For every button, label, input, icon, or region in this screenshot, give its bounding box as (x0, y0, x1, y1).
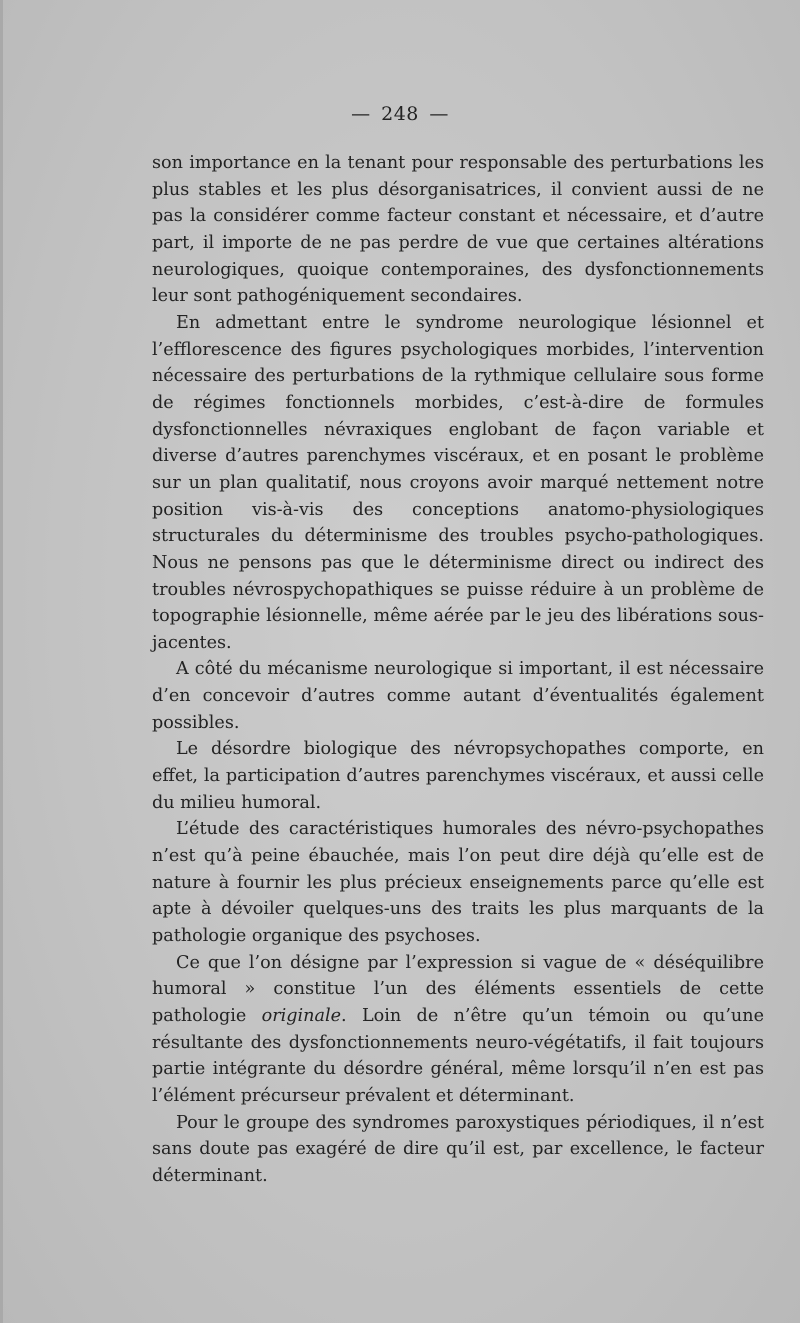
page-number: — 248 — (351, 103, 449, 125)
paragraph-5: L’étude des caractéristiques humorales des névro-psychopathes n’est qu’à peine ébauchée, mais l’on peut dire déjà qu’elle est de nature à fournir les plus précieux enseignements parce qu’elle est apte à dévoiler quelques-uns des traits les plus marquants de la pathologie organique des psychoses. (152, 819, 764, 947)
paragraph-6: Ce que l’on désigne par l’expression si vague de « déséquilibre humoral » constitue l’un des éléments essentiels de cette pathologie originale. Loin de n’être qu’un témoin ou qu’une résultante des dysfonctionnements neuro-végétatifs, il fait toujours partie intégrante du désordre général, même lorsqu’il n’en est pas l’élément précurseur prévalent et déterminant. (152, 952, 764, 1106)
left-page-edge (0, 0, 3, 1323)
paragraph-2: En admettant entre le syndrome neurologique lésionnel et l’efflorescence des figures psychologiques morbides, l’intervention nécessaire des perturbations de la rythmique cellulaire sous forme de régimes fonctionnels morbides, c’est-à-dire de formules dysfonctionnelles névraxiques englobant de façon variable et diverse d’autres parenchymes viscéraux, et en posant le problème sur un plan qualitatif, nous croyons avoir marqué nettement notre position vis-à-vis des conceptions anatomo-physiologiques structurales du déterminisme des troubles psycho-pathologiques. Nous ne pensons pas que le déterminisme direct ou indirect des troubles névrospychopathiques se puisse réduire à un problème de topographie lésionnelle, même aérée par le jeu des libérations sous-jacentes. (152, 312, 764, 653)
paragraph-1: son importance en la tenant pour responsable des perturbations les plus stables et les plus désorganisatrices, il convient aussi de ne pas la considérer comme facteur constant et nécessaire, et d’autre part, il importe de ne pas perdre de vue que certaines altérations neurologiques, quoique contemporaines, des dysfonctionnements leur sont pathogéniquement secondaires. (152, 153, 764, 307)
paragraph-3: A côté du mécanisme neurologique si important, il est nécessaire d’en concevoir d’autres comme autant d’éventualités également possibles. (152, 659, 764, 733)
paragraph-7: Pour le groupe des syndromes paroxystiques périodiques, il n’est sans doute pas exagéré de dire qu’il est, par excellence, le facteur déterminant. (152, 1112, 764, 1186)
body-text (152, 150, 764, 1190)
paragraph-4: Le désordre biologique des névropsychopathes comporte, en effet, la participation d’autres parenchymes viscéraux, et aussi celle du milieu humoral. (152, 739, 764, 813)
italic-term: originale (261, 1006, 342, 1026)
